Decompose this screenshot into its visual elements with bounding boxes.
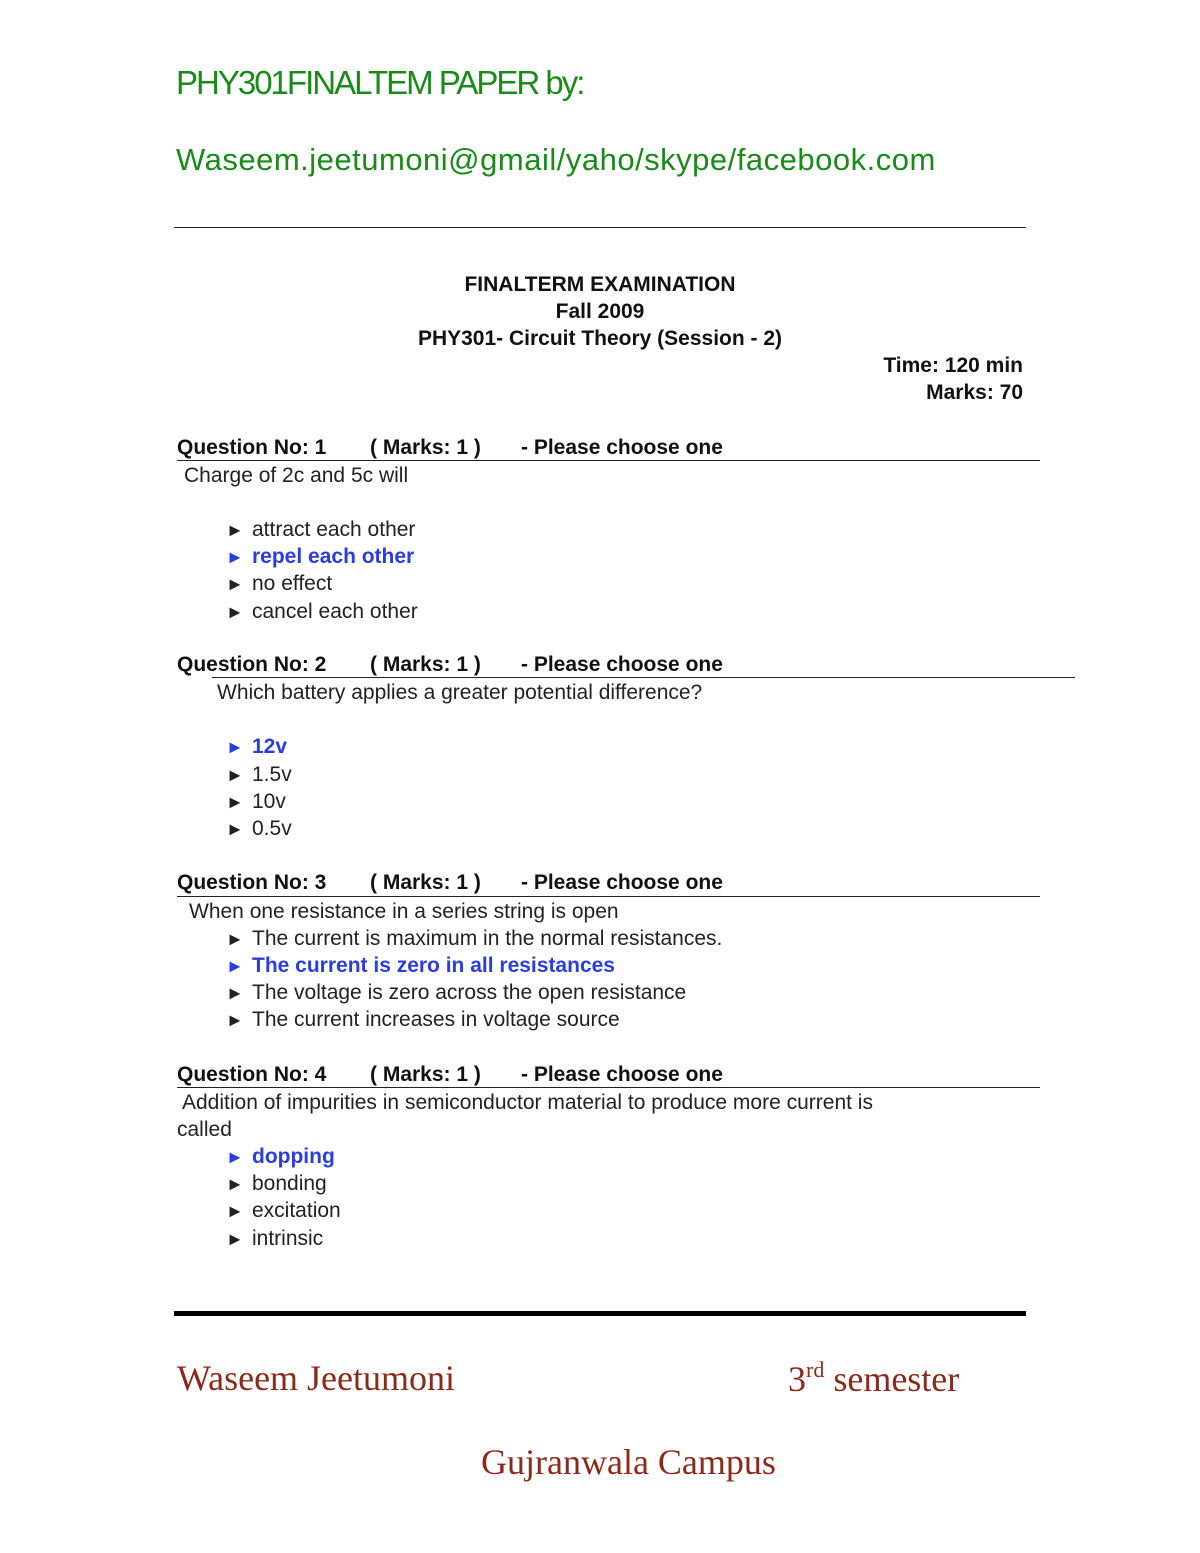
option-text: excitation	[252, 1199, 341, 1222]
question-label: Question No: 2	[177, 653, 327, 676]
question-marks: ( Marks: 1 )	[370, 1063, 481, 1086]
arrow-right-icon: ►	[226, 765, 244, 785]
contact-line: Waseem.jeetumoni@gmail/yaho/skype/facebook.com	[176, 142, 936, 177]
question-3-header	[177, 871, 723, 895]
question-3-divider	[177, 896, 1040, 897]
question-4-divider	[177, 1087, 1040, 1088]
question-instruction: - Please choose one	[521, 1063, 723, 1086]
exam-course: PHY301- Circuit Theory (Session - 2)	[417, 327, 783, 350]
q3-option-1	[226, 927, 722, 951]
arrow-right-icon: ►	[226, 1201, 244, 1221]
q2-option-2	[226, 763, 292, 787]
q1-option-3	[226, 572, 332, 596]
question-4-header	[177, 1063, 723, 1087]
option-text: attract each other	[252, 518, 416, 541]
option-text: 1.5v	[252, 763, 292, 786]
question-label: Question No: 1	[177, 436, 327, 459]
option-text: 0.5v	[252, 817, 292, 840]
semester-ordinal: rd	[806, 1357, 825, 1382]
q4-option-2	[226, 1172, 327, 1196]
q2-option-3	[226, 790, 286, 814]
exam-time: Time: 120 min	[883, 354, 1023, 377]
author-name: Waseem Jeetumoni	[177, 1358, 456, 1398]
arrow-right-icon: ►	[226, 1010, 244, 1030]
arrow-right-icon: ►	[226, 574, 244, 594]
question-instruction: - Please choose one	[521, 436, 723, 459]
exam-title: FINALTERM EXAMINATION	[464, 273, 736, 296]
option-text: The current increases in voltage source	[252, 1008, 620, 1031]
question-1-header	[177, 436, 723, 460]
question-marks: ( Marks: 1 )	[370, 436, 481, 459]
option-text: bonding	[252, 1172, 327, 1195]
option-text: The current is maximum in the normal resistances.	[252, 927, 723, 950]
question-marks: ( Marks: 1 )	[370, 653, 481, 676]
q2-option-1-correct	[226, 735, 287, 759]
question-3-text: When one resistance in a series string is open	[189, 900, 619, 923]
question-2-text: Which battery applies a greater potential difference?	[217, 681, 703, 704]
exam-term: Fall 2009	[555, 300, 645, 323]
question-1-divider	[177, 460, 1040, 461]
question-instruction: - Please choose one	[521, 871, 723, 894]
semester-label	[788, 1357, 959, 1400]
campus-name: Gujranwala Campus	[481, 1442, 776, 1482]
question-label: Question No: 3	[177, 871, 327, 894]
arrow-right-icon: ►	[226, 1147, 244, 1167]
question-2-divider	[212, 677, 1075, 678]
q2-option-4	[226, 817, 292, 841]
arrow-right-icon: ►	[226, 983, 244, 1003]
question-label: Question No: 4	[177, 1063, 327, 1086]
arrow-right-icon: ►	[226, 819, 244, 839]
paper-title: PHY301FINALTEM PAPER by:	[176, 64, 584, 101]
q1-option-2-correct	[226, 545, 414, 569]
question-instruction: - Please choose one	[521, 653, 723, 676]
option-text: The voltage is zero across the open resistance	[252, 981, 687, 1004]
option-text: intrinsic	[252, 1227, 324, 1250]
option-text: dopping	[252, 1145, 335, 1168]
arrow-right-icon: ►	[226, 792, 244, 812]
question-1-text: Charge of 2c and 5c will	[184, 464, 409, 487]
arrow-right-icon: ►	[226, 1174, 244, 1194]
arrow-right-icon: ►	[226, 956, 244, 976]
arrow-right-icon: ►	[226, 929, 244, 949]
question-4-text-line2: called	[177, 1118, 232, 1141]
option-text: 10v	[252, 790, 286, 813]
bottom-divider	[174, 1311, 1026, 1316]
q4-option-3	[226, 1199, 341, 1223]
option-text: repel each other	[252, 545, 415, 568]
option-text: The current is zero in all resistances	[252, 954, 615, 977]
q1-option-1	[226, 518, 415, 542]
q4-option-4	[226, 1227, 323, 1251]
top-divider	[174, 227, 1026, 228]
option-text: 12v	[252, 735, 288, 758]
semester-number: 3	[788, 1359, 806, 1399]
q3-option-2-correct	[226, 954, 615, 978]
arrow-right-icon: ►	[226, 547, 244, 567]
question-marks: ( Marks: 1 )	[370, 871, 481, 894]
q3-option-4	[226, 1008, 620, 1032]
arrow-right-icon: ►	[226, 737, 244, 757]
q3-option-3	[226, 981, 686, 1005]
arrow-right-icon: ►	[226, 1229, 244, 1249]
option-text: no effect	[252, 572, 333, 595]
arrow-right-icon: ►	[226, 602, 244, 622]
question-2-header	[177, 653, 723, 677]
option-text: cancel each other	[252, 600, 418, 623]
question-4-text-line1: Addition of impurities in semiconductor material to produce more current is	[182, 1091, 873, 1114]
exam-marks: Marks: 70	[926, 381, 1023, 404]
arrow-right-icon: ►	[226, 520, 244, 540]
q1-option-4	[226, 600, 418, 624]
semester-word: semester	[833, 1359, 960, 1399]
q4-option-1-correct	[226, 1145, 335, 1169]
